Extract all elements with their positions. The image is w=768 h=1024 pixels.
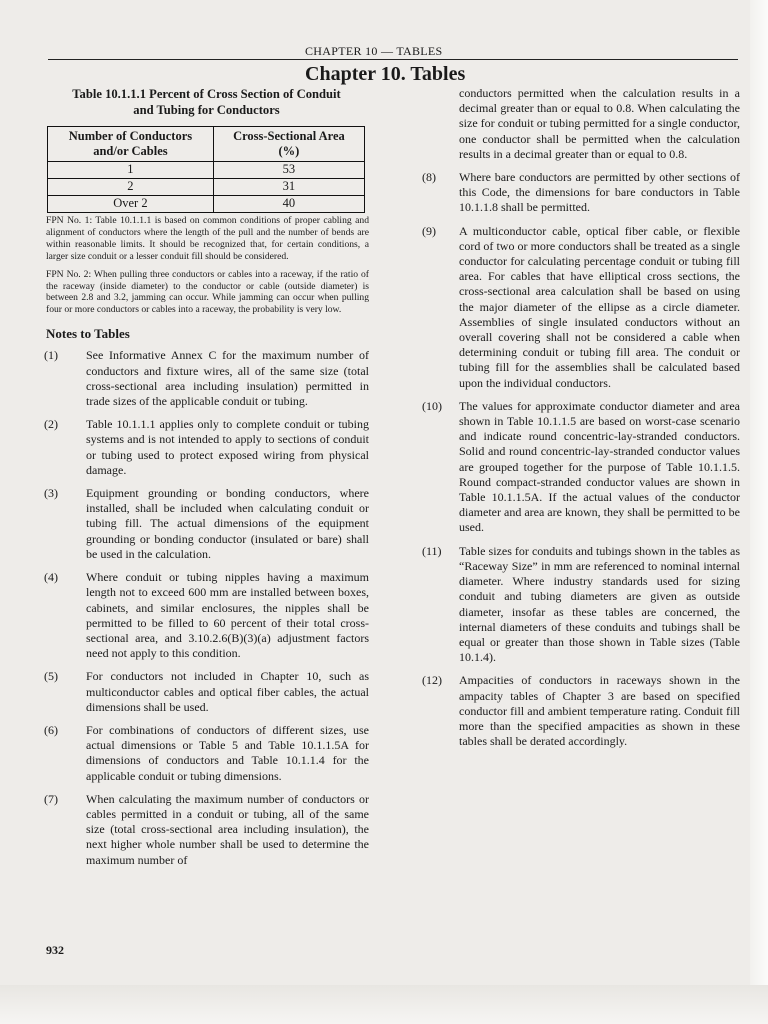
note-number: (7) [44,791,58,806]
header-area-line1: Cross-Sectional Area [233,129,345,143]
note-number: (2) [44,417,58,432]
cell-count: 2 [48,179,214,196]
note-text: See Informative Annex C for the maximum number of conductors and fixture wires, all of the same size (total cross-sectional area including insulation) permitted in trade sizes of the applicable conduit or tubing. [86,348,369,409]
table-row [48,162,365,179]
conduit-fill-table [47,126,365,213]
table-title [44,86,369,118]
note-text: Ampacities of conductors in raceways shown in the ampacity tables of Chapter 3 are based on specified conductor fill and ambient temperature rating. Conduit fill more than the specified ampacities as shown in these tables shall be derated accordingly. [459,673,740,749]
note-text: A multiconductor cable, optical fiber cable, or flexible cord of two or more conductors shall be treated as a single conductor for calculating percentage conduit or tubing fill area. For cables that have elliptical cross sections, the cross-sectional area calculation shall be based on using the major diameter of the ellipse as a circle diameter. Assemblies of single insulated conductors without an overall covering shall not be considered a cable when determining conduit or tubing fill area. The conduit or tubing fill for the assemblies shall be calculated based upon the individual conductors. [459,223,740,390]
chapter-title: Chapter 10. Tables [305,63,466,85]
note-item [44,417,369,478]
note-item [422,224,740,391]
note-number: (12) [422,673,442,688]
note-number: (11) [422,543,442,558]
header-rule [48,59,738,60]
note-number: (1) [44,348,58,363]
table-title-line2: and Tubing for Conductors [133,103,280,117]
note-text: Table sizes for conduits and tubings shown in the tables as “Raceway Size” in mm are referenced to nominal internal diameter. Where industry standards used for sizing conduit and tubing diameters are given as outside diameter, insofar as these tables are concerned, the internal diameters of these conduits and tubings shall be equal or greater than those shown in Table sizes (Table 10.1.4). [459,543,740,665]
note-item [44,570,369,661]
page-number: 932 [46,943,64,957]
table-header-row [48,127,365,162]
note-text: The values for approximate conductor diameter and area shown in Table 10.1.1.5 are based on worst-case scenario and indicate round concentric-lay-stranded conductors. Solid and round concentric-lay-stranded conductor values are grouped together for the purpose of Table 10.1.1.5. Round compact-stranded conductor values are shown in Table 10.1.1.5A. If the actual values of the conductor diameter and area are known, they shall be permitted to be used. [459,398,740,535]
header-area-line2: (%) [278,144,300,158]
note-text: When calculating the maximum number of conductors or cables permitted in a conduit or tubing, all of the same size (total cross-sectional area including insulation), the next higher whole number shall be used to determine the maximum number of [86,791,369,867]
cell-area: 53 [213,162,364,179]
fpn-note-1: FPN No. 1: Table 10.1.1.1 is based on common conditions of proper cabling and alignment of conductors where the length of the pull and the number of bends are within reasonable limits. It should be recognized that, for certain conditions, a larger size conduit or a lesser conduit fill should be considered. [46,215,369,262]
header-area [213,127,364,162]
running-header: CHAPTER 10 — TABLES [305,44,443,58]
note-item [44,792,369,868]
note-item [44,723,369,784]
note-item [422,399,740,536]
note-number: (5) [44,669,58,684]
cell-area: 31 [213,179,364,196]
note-text: Table 10.1.1.1 applies only to complete conduit or tubing systems and is not intended to apply to sections of conduit or tubing used to protect exposed wiring from physical damage. [86,417,369,477]
table-row [48,196,365,213]
note-item [422,673,740,749]
note-text: Where conduit or tubing nipples having a maximum length not to exceed 600 mm are installed between boxes, cabinets, and similar enclosures, the nipples shall be permitted to be filled to 60 percent of their total cross-sectional area, and 3.10.2.6(B)(3)(a) adjustment factors need not apply to this condition. [86,570,369,661]
page-edge [750,0,768,1024]
fpn-note-2: FPN No. 2: When pulling three conductors or cables into a raceway, if the ratio of the raceway (inside diameter) to the conductor or cable (outside diameter) is between 2.8 and 3.2, jamming can occur. While jamming can occur when pulling four or more conductors or cables into a raceway, the probability is very low. [46,268,369,316]
cell-count: 1 [48,162,214,179]
right-column [422,86,740,757]
note-item [44,669,369,715]
bottom-shadow [0,985,768,1024]
note-number: (10) [422,398,442,413]
cell-area: 40 [213,196,364,213]
note-item [44,348,369,409]
note-7-continuation: conductors permitted when the calculation results in a decimal greater than or equal to 0.8. When calculating the size for conduit or tubing permitted for a single conductor, one conductor shall be permitted when the calculation results in a decimal greater than or equal to 0.8. [459,86,740,161]
note-item [44,486,369,562]
note-number: (3) [44,486,58,501]
note-text: For conductors not included in Chapter 10, such as multiconductor cables and optical fiber cables, the actual dimensions shall be used. [86,669,369,714]
left-column [44,86,369,876]
header-conductors-line2: and/or Cables [93,144,168,158]
table-row [48,179,365,196]
note-text: Equipment grounding or bonding conductors, where installed, shall be included when calculating conduit or tubing fill. The actual dimensions of the equipment grounding or bonding conductor (insulated or bare) shall be used in the calculation. [86,486,369,561]
note-item [422,544,740,666]
header-conductors [48,127,214,162]
note-number: (6) [44,722,58,737]
table-title-line1: Table 10.1.1.1 Percent of Cross Section of Conduit [72,87,341,101]
note-text: For combinations of conductors of different sizes, use actual dimensions or Table 5 and Table 10.1.1.5A for dimensions of conductors and Table 10.1.1.4 for the applicable conduit or tubing dimensions. [86,722,369,783]
note-number: (8) [422,170,436,185]
header-conductors-line1: Number of Conductors [68,129,193,143]
notes-heading: Notes to Tables [46,326,130,342]
note-number: (4) [44,570,58,585]
note-item [422,170,740,216]
note-text: Where bare conductors are permitted by other sections of this Code, the dimensions for bare conductors in Table 10.1.1.8 shall be permitted. [459,170,740,215]
note-number: (9) [422,223,436,238]
cell-count: Over 2 [48,196,214,213]
